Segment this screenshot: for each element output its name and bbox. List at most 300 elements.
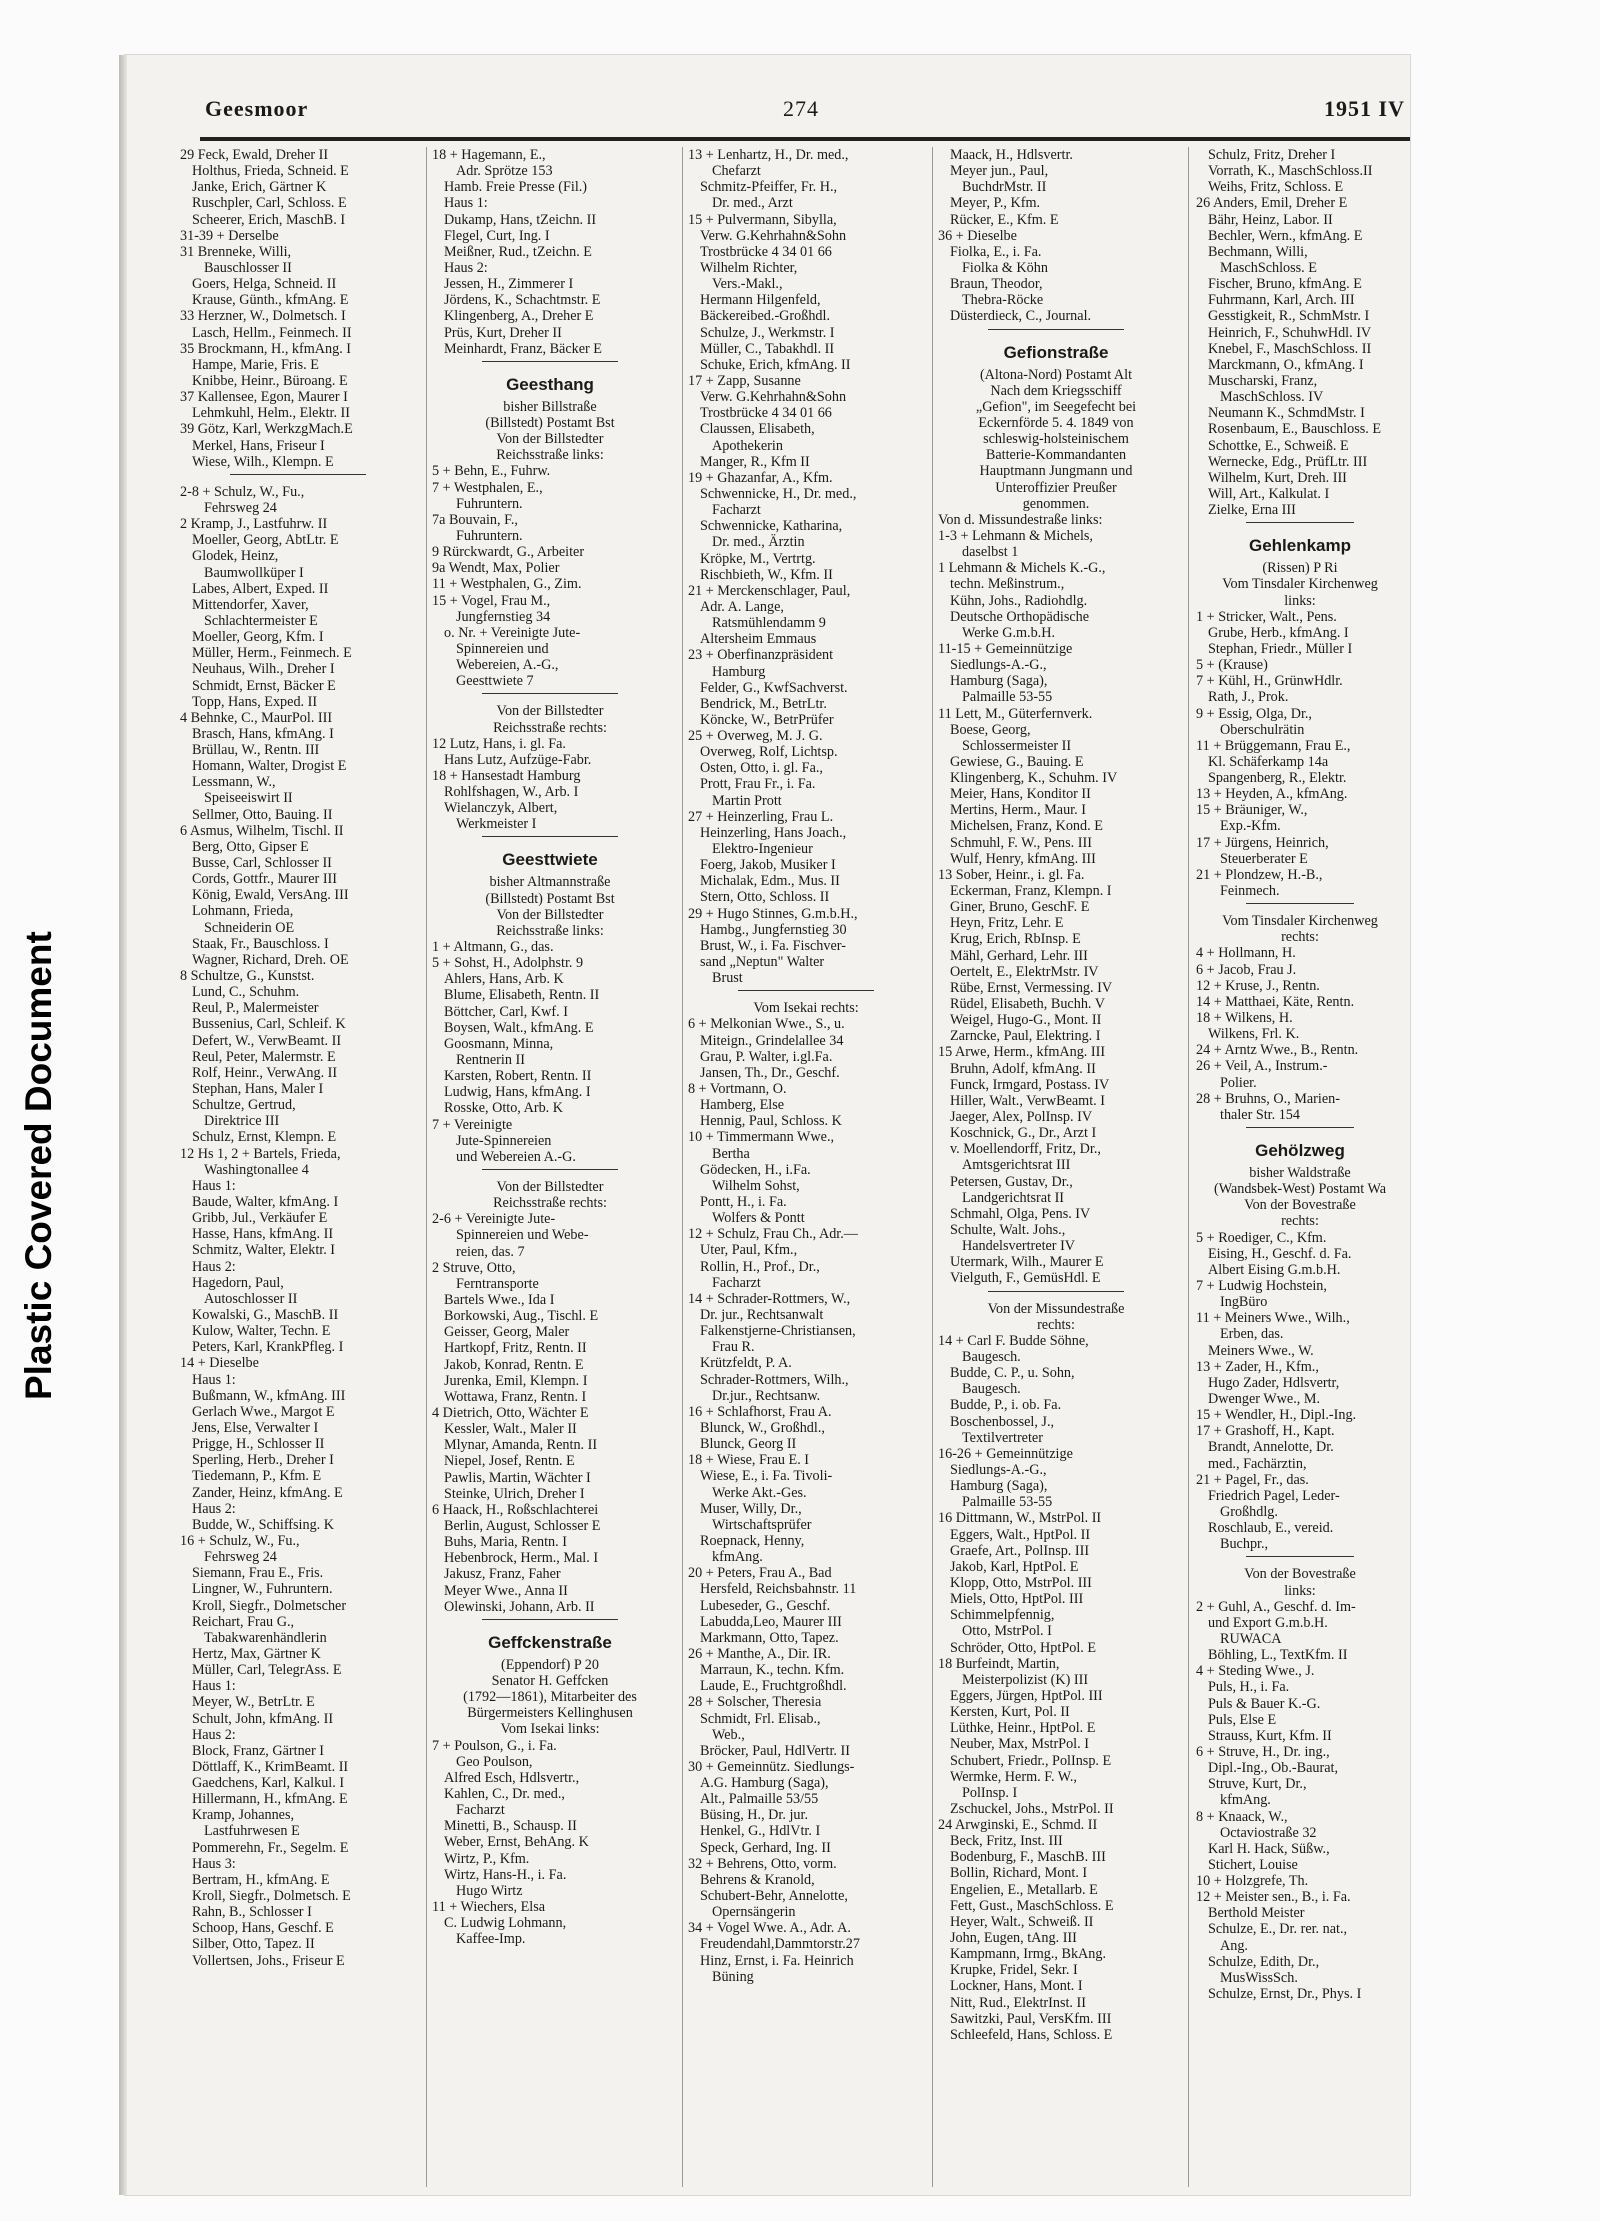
house-number-entry: 7 + Ludwig Hochstein, [1196,1278,1327,1294]
resident-entry: o. Nr. + Vereinigte Jute- [444,624,581,641]
resident-entry: Bollin, Richard, Mont. I [950,1865,1088,1882]
resident-entry: Schubert-Behr, Annelotte, [700,1888,848,1905]
street-heading: Gehölzweg [1255,1141,1345,1161]
resident-entry: Hasse, Hans, kfmAng. II [192,1226,334,1243]
resident-entry: Stern, Otto, Schloss. II [700,889,830,906]
resident-entry: Mlynar, Amanda, Rentn. II [444,1437,598,1454]
resident-entry: Brüllau, W., Rentn. III [192,742,320,759]
entry-continuation: Adr. Sprötze 153 [456,163,553,180]
directory-column-4 [938,147,1174,2043]
street-heading: Geesthang [506,374,594,394]
resident-entry: Wirtz, P., Kfm. [444,1850,530,1867]
resident-entry: Neuhaus, Wilh., Dreher I [192,661,335,678]
house-number-entry: 14 + Matthaei, Käte, Rentn. [1196,993,1355,1010]
entry-continuation: Apothekerin [712,437,783,454]
resident-entry: Bechmann, Willi, [1208,243,1308,260]
entry-continuation: Rentnerin II [456,1052,525,1069]
entry-continuation: Webereien, A.-G., [456,657,559,674]
directory-column-1 [180,147,416,1969]
entry-continuation: Washingtonallee 4 [204,1161,309,1178]
resident-entry: Krause, Günth., kfmAng. E [192,292,349,309]
house-number-entry: 2 Struve, Otto, [432,1259,516,1276]
entry-continuation: Fiolka & Köhn [962,259,1048,276]
resident-entry: Vielguth, F., GemüsHdl. E [950,1270,1101,1287]
resident-entry: Jens, Else, Verwalter I [192,1419,319,1436]
resident-entry: Claussen, Elisabeth, [700,421,815,438]
resident-entry: Böhling, L., TextKfm. II [1208,1647,1348,1664]
entry-continuation: Ang. [1220,1937,1248,1954]
street-note: Nach dem Kriegsschiff [990,382,1122,399]
resident-entry: Marraun, K., techn. Kfm. [700,1662,845,1679]
column-divider [932,147,933,2187]
resident-entry: Uter, Paul, Kfm., [700,1242,798,1259]
house-number-entry: 14 + Dieselbe [180,1355,259,1372]
resident-entry: Jördens, K., Schachtmstr. E [444,292,601,309]
house-number-entry: 1 + Stricker, Walt., Pens. [1196,608,1337,625]
resident-entry: Lund, C., Schuhm. [192,984,300,1001]
street-note: Reichsstraße links: [496,922,604,939]
street-heading: Geffckenstraße [488,1632,612,1652]
resident-entry: Beck, Fritz, Inst. III [950,1833,1063,1850]
resident-entry: Wilkens, Frl. K. [1208,1026,1300,1043]
house-number-entry: 15 Arwe, Herm., kfmAng. III [938,1044,1106,1061]
resident-entry: Hamburg (Saga), [950,1478,1048,1495]
street-note: (Eppendorf) P 20 [501,1656,599,1673]
entry-continuation: Jungfernstieg 34 [456,608,551,625]
resident-entry: Strauss, Kurt, Kfm. II [1208,1727,1332,1744]
street-note: Batterie-Kommandanten [985,447,1127,464]
entry-continuation: Jute-Spinnereien [456,1132,552,1149]
resident-entry: Eggers, Walt., HptPol. II [950,1526,1091,1543]
resident-entry: Karl H. Hack, Süßw., [1208,1840,1330,1857]
house-number-entry: 15 + Vogel, Frau M., [432,592,551,609]
house-number-entry: 2 + Guhl, A., Geschf. d. Im- [1196,1598,1356,1615]
entry-continuation: Ratsmühlendamm 9 [712,615,826,632]
resident-entry: König, Ewald, VersAng. III [192,887,349,904]
resident-entry: Adr. A. Lange, [700,598,784,615]
resident-entry: Schulz, Ernst, Klempn. E [192,1129,337,1146]
resident-entry: Marckmann, O., kfmAng. I [1208,356,1364,373]
entry-continuation: Exp.-Kfm. [1220,818,1281,835]
resident-entry: Schulze, J., Werkmstr. I [700,324,835,341]
resident-entry: Haus 2: [192,1258,236,1275]
resident-entry: Jakusz, Franz, Faher [444,1566,561,1583]
resident-entry: Hamburg (Saga), [950,673,1048,690]
house-number-entry: 9 + Essig, Olga, Dr., [1196,705,1312,722]
entry-continuation: Textilvertreter [962,1429,1043,1446]
resident-entry: Krupke, Fridel, Sekr. I [950,1962,1078,1979]
resident-entry: Hertz, Max, Gärtner K [192,1645,321,1662]
entry-continuation: Buchpr., [1220,1536,1269,1553]
resident-entry: Sperling, Herb., Dreher I [192,1452,334,1469]
house-number-entry: 26 + Manthe, A., Dir. IR. [688,1645,831,1662]
resident-entry: Glodek, Heinz, [192,548,279,565]
house-number-entry: 27 + Heinzerling, Frau L. [688,808,834,825]
house-number-entry: 1-3 + Lehmann & Michels, [938,527,1093,544]
header-year-part: 1951 IV [1324,96,1405,121]
house-number-entry: 5 + Roediger, C., Kfm. [1196,1229,1327,1246]
resident-entry: Reul, P., Malermeister [192,1000,319,1017]
entry-continuation: Kaffee-Imp. [456,1931,526,1948]
resident-entry: Fuhrmann, Karl, Arch. III [1208,292,1355,309]
house-number-entry: 12 + Schulz, Frau Ch., Adr.— [688,1226,858,1243]
entry-continuation: Baumwollküper I [204,564,304,581]
resident-entry: Bröcker, Paul, HdlVertr. II [700,1742,850,1759]
resident-entry: Boese, Georg, [950,721,1031,738]
resident-entry: Meyer jun., Paul, [950,163,1049,180]
resident-entry: Foerg, Jakob, Musiker I [700,857,836,874]
resident-entry: Schmitz, Walter, Elektr. I [192,1242,336,1259]
street-note: Von der Billstedter [496,703,604,720]
street-heading: Gehlenkamp [1248,536,1352,556]
resident-entry: C. Ludwig Lohmann, [444,1915,567,1932]
resident-entry: Hebenbrock, Herm., Mal. I [444,1550,599,1567]
resident-entry: Mähl, Gerhard, Lehr. III [950,947,1088,964]
resident-entry: Berg, Otto, Gipser E [192,838,309,855]
house-number-entry: 16 Dittmann, W., MstrPol. II [938,1510,1102,1527]
resident-entry: Kramp, Johannes, [192,1807,295,1824]
resident-entry: Klingenberg, K., Schuhm. IV [950,770,1118,787]
section-separator [482,1169,618,1179]
resident-entry: Brandt, Annelotte, Dr. [1208,1439,1334,1456]
street-note: Reichsstraße rechts: [493,1195,607,1212]
resident-entry: Lüthke, Heinr., HptPol. E [950,1720,1096,1737]
resident-entry: Moeller, Georg, Kfm. I [192,629,324,646]
resident-entry: Trostbrücke 4 34 01 66 [700,243,832,260]
resident-entry: Peters, Karl, KrankPfleg. I [192,1339,344,1356]
house-number-entry: 13 + Heyden, A., kfmAng. [1196,786,1348,803]
resident-entry: Stichert, Louise [1208,1856,1298,1873]
entry-continuation: Landgerichtsrat II [962,1189,1065,1206]
street-note: schleswig-holsteinischem [983,431,1129,448]
column-divider [426,147,427,2187]
directory-column-3 [688,147,924,1985]
resident-entry: Struve, Kurt, Dr., [1208,1776,1307,1793]
resident-entry: Wirtz, Hans-H., i. Fa. [444,1866,567,1883]
house-number-entry: 6 Haack, H., Roßschlachterei [432,1501,599,1518]
resident-entry: Karsten, Robert, Rentn. II [444,1068,592,1085]
entry-continuation: MaschSchloss. IV [1220,389,1324,406]
resident-entry: Engelien, E., Metallarb. E [950,1881,1098,1898]
resident-entry: Brasch, Hans, kfmAng. I [192,725,334,742]
resident-entry: Olewinski, Johann, Arb. II [444,1598,595,1615]
entry-continuation: kfmAng. [712,1549,763,1566]
resident-entry: Budde, C. P., u. Sohn, [950,1365,1075,1382]
house-number-entry: 11 + Westphalen, G., Zim. [432,576,582,593]
resident-entry: Haus 3: [192,1855,236,1872]
house-number-entry: 7 + Vereinigte [432,1116,513,1133]
entry-continuation: MaschSchloss. E [1220,259,1317,276]
entry-continuation: Dr. med., Arzt [712,195,793,212]
entry-continuation: kfmAng. [1220,1792,1271,1809]
resident-entry: Zander, Heinz, kfmAng. E [192,1484,343,1501]
street-note: Von der Billstedter [496,431,604,448]
resident-entry: Hermann Hilgenfeld, [700,292,821,309]
entry-continuation: Schlossermeister II [962,737,1072,754]
resident-entry: Rüdel, Elisabeth, Buchh. V [950,996,1105,1013]
resident-entry: Minetti, B., Schausp. II [444,1818,577,1835]
resident-entry: Alt., Palmaille 53/55 [700,1791,819,1808]
house-number-entry: 18 + Hagemann, E., [432,147,546,163]
resident-entry: Meyer, W., BetrLtr. E [192,1694,315,1711]
resident-entry: Felder, G., KwfSachverst. [700,679,848,696]
house-number-entry: 30 + Gemeinnütz. Siedlungs- [688,1758,855,1775]
resident-entry: Dwenger Wwe., M. [1208,1390,1321,1407]
entry-continuation: Hugo Wirtz [456,1882,523,1899]
house-number-entry: 1 + Altmann, G., das. [432,939,554,956]
resident-entry: Busse, Carl, Schlosser II [192,855,332,872]
resident-entry: Schulze, E., Dr. rer. nat., [1208,1921,1348,1938]
resident-entry: Markmann, Otto, Tapez. [700,1629,839,1646]
street-note: Eckernförde 5. 4. 1849 von [978,414,1134,431]
resident-entry: Lockner, Hans, Mont. I [950,1978,1083,1995]
entry-continuation: Büning [712,1968,754,1985]
resident-entry: Geisser, Georg, Maler [444,1324,570,1341]
resident-entry: Overweg, Rolf, Lichtsp. [700,744,838,761]
resident-entry: Heinrich, F., SchuhwHdl. IV [1208,324,1372,341]
house-number-entry: 26 + Veil, A., Instrum.- [1196,1058,1328,1075]
resident-entry: Reichart, Frau G., [192,1613,295,1630]
resident-entry: Schwennicke, H., Dr. med., [700,485,857,502]
entry-continuation: Werke Akt.-Ges. [712,1484,807,1501]
street-note: bisher Altmannstraße [489,874,611,891]
house-number-entry: 18 + Wiese, Frau E. I [688,1452,810,1469]
entry-continuation: daselbst 1 [962,544,1019,561]
resident-entry: Hillermann, H., kfmAng. E [192,1791,348,1808]
section-separator [482,836,618,846]
resident-entry: Schleefeld, Hans, Schloss. E [950,2026,1113,2043]
house-number-entry: 29 + Hugo Stinnes, G.m.b.H., [688,905,858,922]
resident-entry: techn. Meßinstrum., [950,576,1065,593]
entry-continuation: Baugesch. [962,1348,1021,1365]
resident-entry: Schottke, E., Schweiß. E [1208,437,1349,454]
resident-entry: Hagedorn, Paul, [192,1274,284,1291]
resident-entry: Blunck, W., Großhdl., [700,1419,825,1436]
street-note: Reichsstraße rechts: [493,719,607,736]
resident-entry: Dukamp, Hans, tZeichn. II [444,211,597,228]
house-number-entry: 16 + Schlafhorst, Frau A. [688,1403,832,1420]
resident-entry: Hamb. Freie Presse (Fil.) [444,179,588,196]
resident-entry: Moeller, Georg, AbtLtr. E [192,532,339,549]
resident-entry: Steinke, Ulrich, Dreher I [444,1485,585,1502]
resident-entry: Wiese, E., i. Fa. Tivoli- [700,1468,833,1485]
resident-entry: Meier, Hans, Konditor II [950,786,1091,803]
resident-entry: Behrens & Kranold, [700,1871,815,1888]
header-rule [200,137,1410,141]
resident-entry: Fiolka, E., i. Fa. [950,243,1042,260]
resident-entry: Baude, Walter, kfmAng. I [192,1194,339,1210]
house-number-entry: 2 Kramp, J., Lastfuhrw. II [180,516,328,533]
resident-entry: Rolf, Heinr., VerwAng. II [192,1064,338,1081]
resident-entry: Gribb, Jul., Verkäufer E [192,1210,328,1227]
street-note: rechts: [1281,1213,1319,1230]
resident-entry: Graefe, Art., PolInsp. III [950,1542,1090,1559]
directory-column-2 [432,147,668,1947]
resident-entry: Rücker, E., Kfm. E [950,211,1059,228]
resident-entry: Blunck, Georg II [700,1436,797,1453]
resident-entry: Knebel, F., MaschSchloss. II [1208,340,1372,357]
entry-continuation: Steuerberater E [1220,850,1308,867]
resident-entry: Speck, Gerhard, Ing. II [700,1839,831,1856]
header-street-range: Geesmoor [205,96,309,121]
entry-continuation: Fuhruntern. [456,495,523,512]
house-number-entry: 10 + Holzgrefe, Th. [1196,1873,1309,1890]
house-number-entry: 14 + Carl F. Budde Söhne, [938,1332,1089,1349]
resident-entry: Deutsche Orthopädische [950,608,1090,625]
resident-entry: Heyer, Walt., Schweiß. II [950,1913,1094,1930]
house-number-entry: 21 + Pagel, Fr., das. [1196,1471,1309,1488]
house-number-entry: 26 Anders, Emil, Dreher E [1196,195,1348,212]
resident-entry: Kl. Schäferkamp 14a [1208,753,1329,770]
resident-entry: Rosske, Otto, Arb. K [444,1100,564,1117]
resident-entry: Lasch, Hellm., Feinmech. II [192,324,352,341]
resident-entry: v. Moellendorff, Fritz, Dr., [950,1141,1101,1158]
resident-entry: Schoop, Hans, Geschf. E [192,1920,334,1937]
house-number-entry: 20 + Peters, Frau A., Bad [688,1565,832,1582]
house-number-entry: 4 + Hollmann, H. [1196,945,1296,962]
entry-continuation: IngBüro [1220,1294,1268,1311]
resident-entry: Klopp, Otto, MstrPol. III [950,1574,1092,1591]
section-separator [738,990,874,1000]
entry-continuation: reien, das. 7 [456,1243,525,1260]
house-number-entry: 6 + Melkonian Wwe., S., u. [688,1016,845,1033]
entry-continuation: Elektro-Ingenieur [712,841,813,858]
resident-entry: Lehmkuhl, Helm., Elektr. II [192,405,350,422]
resident-entry: Hiller, Walt., VerwBeamt. I [950,1092,1105,1109]
entry-continuation: Brust [712,970,743,987]
resident-entry: Verw. G.Kehrhahn&Sohn [700,227,847,244]
entry-continuation: BuchdrMstr. II [962,179,1047,196]
house-number-entry: 9 Rürckwardt, G., Arbeiter [432,544,585,561]
resident-entry: Wielanczyk, Albert, [444,800,558,817]
resident-entry: Schmidt, Ernst, Bäcker E [192,677,336,694]
house-number-entry: 13 + Lenhartz, H., Dr. med., [688,147,849,163]
resident-entry: Holthus, Frieda, Schneid. E [192,163,349,180]
section-separator [230,474,366,484]
entry-continuation: und Webereien A.-G. [456,1148,576,1165]
resident-entry: Silber, Otto, Tapez. II [192,1936,315,1953]
entry-continuation: Octaviostraße 32 [1220,1824,1317,1841]
house-number-entry: 6 + Jacob, Frau J. [1196,961,1297,978]
resident-entry: Haus 1: [192,1177,236,1194]
resident-entry: Rischbieth, W., Kfm. II [700,566,833,583]
street-note: Von der Missundestraße [987,1300,1125,1317]
resident-entry: Müller, C., Tabakhdl. II [700,340,835,357]
entry-continuation: Polier. [1220,1074,1257,1091]
house-number-entry: 8 Schultze, G., Kunstst. [180,968,315,985]
street-note: Von der Billstedter [496,1179,604,1196]
resident-entry: Trostbrücke 4 34 01 66 [700,405,832,422]
street-note: links: [1284,592,1316,609]
section-separator [1246,903,1354,913]
resident-entry: Hamberg, Else [700,1097,785,1114]
resident-entry: Kühn, Johs., Radiohdlg. [950,592,1088,609]
entry-continuation: Dr.jur., Rechtsanw. [712,1387,821,1404]
resident-entry: Pawlis, Martin, Wächter I [444,1469,591,1486]
house-number-entry: 17 + Grashoff, H., Kapt. [1196,1423,1335,1440]
resident-entry: Schubert, Friedr., PolInsp. E [950,1752,1112,1769]
entry-continuation: Ferntransporte [456,1275,539,1292]
house-number-entry: 24 Arwginski, E., Schmd. II [938,1817,1098,1834]
resident-entry: Schröder, Otto, HptPol. E [950,1639,1097,1656]
resident-entry: Koschnick, G., Dr., Arzt I [950,1125,1097,1142]
house-number-entry: 28 + Solscher, Theresia [688,1694,822,1711]
resident-entry: Muser, Willy, Dr., [700,1500,802,1517]
house-number-entry: 12 Hs 1, 2 + Bartels, Frieda, [180,1145,341,1162]
resident-entry: Bartels Wwe., Ida I [444,1292,555,1308]
section-separator [988,329,1124,339]
resident-entry: Eising, H., Geschf. d. Fa. [1208,1245,1352,1262]
house-number-entry: 35 Brockmann, H., kfmAng. I [180,340,352,357]
resident-entry: Bechler, Wern., kfmAng. E [1208,227,1363,244]
entry-continuation: Wolfers & Pontt [712,1210,805,1227]
house-number-entry: 4 Behnke, C., MaurPol. III [180,709,333,726]
resident-entry: Gaedchens, Karl, Kalkul. I [192,1775,345,1792]
resident-entry: Schulze, Ernst, Dr., Phys. I [1208,1986,1362,2003]
resident-entry: Bendrick, M., BetrLtr. [700,695,827,712]
resident-entry: Tiedemann, P., Kfm. E [192,1468,322,1485]
entry-continuation: Oberschulrätin [1220,721,1305,738]
street-note: Von der Bovestraße [1244,1197,1356,1214]
house-number-entry: 5 + (Krause) [1196,657,1268,674]
resident-entry: Stephan, Hans, Maler I [192,1081,324,1098]
house-number-entry: 7 + Westphalen, E., [432,479,543,496]
house-number-entry: 13 + Zader, H., Kfm., [1196,1358,1319,1375]
resident-entry: Lingner, W., Fuhruntern. [192,1581,333,1598]
entry-continuation: Vers.-Makl., [712,276,783,293]
section-separator [482,361,618,371]
resident-entry: Jurenka, Emil, Klempn. I [444,1372,588,1389]
resident-entry: Kröpke, M., Vertrtg. [700,550,816,567]
resident-entry: Merkel, Hans, Friseur I [192,437,325,454]
entry-continuation: Bertha [712,1145,750,1162]
house-number-entry: 17 + Zapp, Susanne [688,372,801,389]
house-number-entry: 16 + Schulz, W., Fu., [180,1532,300,1549]
street-note: Unteroffizier Preußer [995,479,1117,496]
house-number-entry: 12 + Kruse, J., Rentn. [1196,977,1320,994]
section-separator [1246,1127,1354,1137]
house-number-entry: Von d. Missundestraße links: [938,511,1103,528]
house-number-entry: 18 Burfeindt, Martin, [938,1655,1060,1672]
entry-continuation: Web., [712,1726,745,1743]
resident-entry: Düsterdieck, C., Journal. [950,308,1092,325]
resident-entry: Bäckereibed.-Großhdl. [700,308,831,325]
resident-entry: Buhs, Maria, Rentn. I [444,1534,567,1551]
resident-entry: Klingenberg, A., Dreher E [444,308,594,325]
resident-entry: Schrader-Rottmers, Wilh., [700,1371,849,1388]
house-number-entry: 32 + Behrens, Otto, vorm. [688,1855,837,1872]
entry-continuation: Otto, MstrPol. I [962,1623,1052,1640]
entry-continuation: Palmaille 53-55 [962,689,1053,706]
house-number-entry: 10 + Timmermann Wwe., [688,1129,835,1146]
entry-continuation: Lastfuhrwesen E [204,1823,300,1840]
street-note: Von der Billstedter [496,906,604,923]
resident-entry: Albert Eising G.m.b.H. [1208,1261,1341,1278]
resident-entry: Fischer, Bruno, kfmAng. E [1208,276,1362,293]
resident-entry: Henkel, G., HdlVtr. I [700,1823,821,1840]
resident-entry: Jakob, Karl, HptPol. E [950,1558,1079,1575]
house-number-entry: 31 Brenneke, Willi, [180,243,292,260]
resident-entry: Eckerman, Franz, Klempn. I [950,883,1112,900]
plastic-covered-stamp [18,1336,60,1400]
entry-continuation: MusWissSch. [1220,1969,1298,1986]
resident-entry: Zielke, Erna III [1208,502,1296,519]
resident-entry: Niepel, Josef, Rentn. E [444,1453,575,1470]
resident-entry: Miteign., Grindelallee 34 [700,1032,844,1049]
resident-entry: Zarncke, Paul, Elektring. I [950,1028,1101,1045]
resident-entry: Heyn, Fritz, Lehr. E [950,915,1064,932]
resident-entry: Neuber, Max, MstrPol. I [950,1736,1089,1753]
